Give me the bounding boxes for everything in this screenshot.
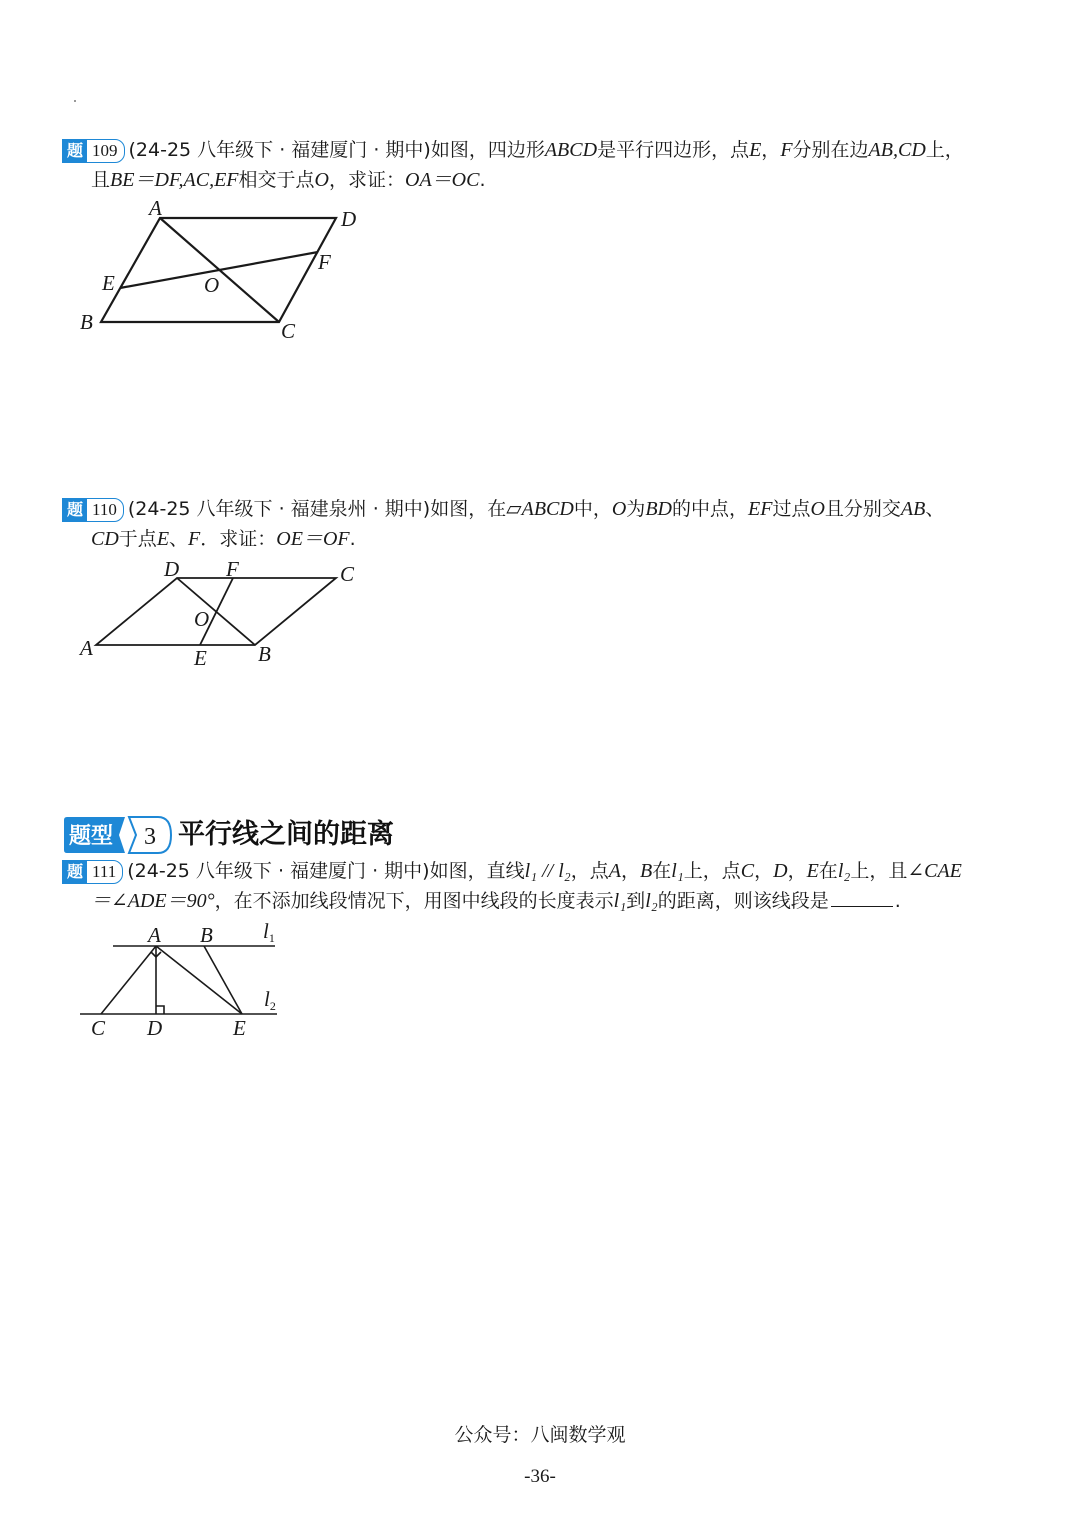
label-C-110: C [340, 562, 355, 586]
figure-109 [70, 195, 370, 350]
label-F: F [318, 250, 331, 274]
label-B: B [80, 310, 93, 334]
label-A-111: A [148, 923, 161, 947]
segment-ae [156, 946, 242, 1014]
q111-source: (24-25 八年级下 · 福建厦门 · 期中) [127, 860, 430, 882]
label-O-110: O [194, 607, 210, 631]
q111-badge: 题 111 [62, 860, 123, 884]
figure-111 [75, 920, 290, 1045]
q110-source: (24-25 八年级下 · 福建泉州 · 期中) [127, 498, 431, 520]
q109-source: (24-25 八年级下 · 福建厦门 · 期中) [128, 139, 431, 161]
segment-be [204, 946, 242, 1014]
label-D-111: D [147, 1016, 163, 1040]
label-l2: l2 [264, 987, 276, 1013]
q110-line2: CD于点E、F．求证：OE＝OF. [91, 528, 356, 550]
label-B-111: B [200, 923, 213, 947]
label-A: A [149, 196, 162, 220]
label-C: C [281, 319, 296, 343]
label-O: O [204, 273, 220, 297]
label-F-110: F [226, 557, 239, 581]
section-title: 平行线之间的距离 [178, 819, 394, 850]
footer-wechat: 公众号：八闽数学观 [454, 1424, 626, 1446]
label-E: E [102, 271, 115, 295]
segment-ac [101, 946, 156, 1014]
label-E-110: E [194, 646, 207, 670]
label-D: D [341, 207, 357, 231]
page-number: -36- [524, 1466, 556, 1487]
scan-dot [74, 100, 76, 102]
label-E-111: E [233, 1016, 246, 1040]
section-number: 3 [144, 824, 156, 850]
answer-blank[interactable] [831, 888, 893, 907]
label-B-110: B [258, 642, 271, 666]
q110-line1: 题 110 (24-25 八年级下 · 福建泉州 · 期中)如图，在▱ABCD中，O为BD的中点，EF过点O且分别交AB、 [62, 496, 944, 522]
right-angle-d [156, 1006, 164, 1014]
q109-line2: 且BE＝DF,AC,EF相交于点O，求证：OA＝OC. [91, 169, 486, 191]
q109-line1: 题 109 (24-25 八年级下 · 福建厦门 · 期中)如图，四边形ABCD是平行四边形，点E，F分别在边AB,CD上， [62, 137, 964, 163]
q110-badge: 题 110 [62, 498, 124, 522]
section-badge [63, 816, 173, 854]
figure-110 [70, 555, 370, 670]
q109-badge: 题 109 [62, 139, 125, 163]
q111-line1: 题 111 (24-25 八年级下 · 福建厦门 · 期中)如图，直线l₁ // l₂，点A，B在l₁上，点C，D，E在l₂上，且∠CAE [62, 858, 962, 884]
label-C-111: C [91, 1016, 106, 1040]
section-label: 题型 [69, 824, 114, 849]
q111-line2: ＝∠ADE＝90°，在不添加线段情况下，用图中线段的长度表示l₁到l₂的距离，则该线段是 . [91, 890, 901, 912]
label-A-110: A [80, 636, 93, 660]
label-D-110: D [164, 557, 180, 581]
label-l1: l1 [263, 920, 275, 945]
